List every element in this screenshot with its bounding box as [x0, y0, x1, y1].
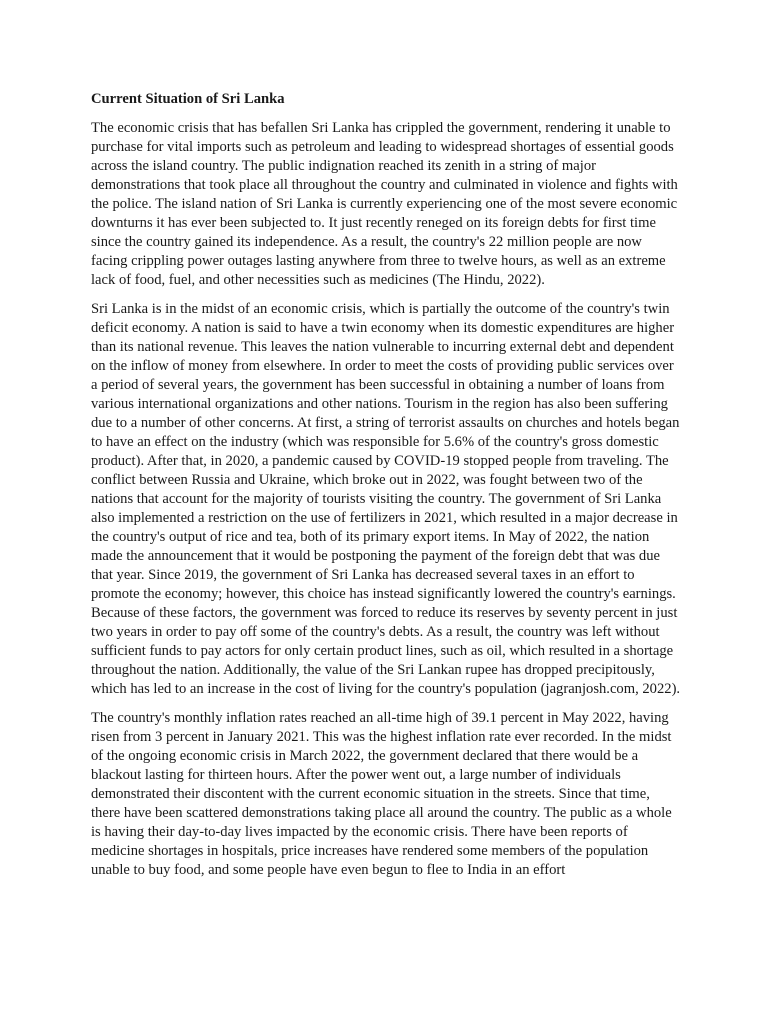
paragraph-1: The economic crisis that has befallen Sri Lanka has crippled the government, rendering it unable to purchase for vital imports such as petroleum and leading to widespread shortages of essential goods across the island country. The public indignation reached its zenith in a string of major demonstrations that took place all throughout the country and culminated in violence and fights with the police. The island nation of Sri Lanka is currently experiencing one of the most severe economic downturns it has ever been subjected to. It just recently reneged on its foreign debts for first time since the country gained its independence. As a result, the country's 22 million people are now facing crippling power outages lasting anywhere from three to twelve hours, as well as an extreme lack of food, fuel, and other necessities such as medicines (The Hindu, 2022). — [91, 120, 678, 288]
document-page — [91, 90, 681, 890]
paragraph-3: The country's monthly inflation rates reached an all-time high of 39.1 percent in May 2022, having risen from 3 percent in January 2021. This was the highest inflation rate ever recorded. In the midst of the ongoing economic crisis in March 2022, the government declared that there would be a blackout lasting for thirteen hours. After the power went out, a large number of individuals demonstrated their discontent with the current economic situation in the streets. Since that time, there have been scattered demonstrations taking place all around the country. The public as a whole is having their day-to-day lives impacted by the economic crisis. There have been reports of medicine shortages in hospitals, price increases have rendered some members of the population unable to buy food, and some people have even begun to flee to India in an effort — [91, 710, 672, 878]
document-title: Current Situation of Sri Lanka — [91, 91, 285, 107]
paragraph-2: Sri Lanka is in the midst of an economic crisis, which is partially the outcome of the country's twin deficit economy. A nation is said to have a twin economy when its domestic expenditures are higher than its national revenue. This leaves the nation vulnerable to incurring external debt and dependent on the inflow of money from elsewhere. In order to meet the costs of providing public services over a period of several years, the government has been successful in obtaining a number of loans from various international organizations and other nations. Tourism in the region has also been suffering due to a number of other concerns. At first, a string of terrorist assaults on churches and hotels began to have an effect on the industry (which was responsible for 5.6% of the country's gross domestic product). After that, in 2020, a pandemic caused by COVID-19 stopped people from traveling. The conflict between Russia and Ukraine, which broke out in 2022, was fought between two of the nations that account for the majority of tourists visiting the country. The government of Sri Lanka also implemented a restriction on the use of fertilizers in 2021, which resulted in a major decrease in the country's output of rice and tea, both of its primary export items. In May of 2022, the nation made the announcement that it would be postponing the payment of the foreign debt that was due that year. Since 2019, the government of Sri Lanka has decreased several taxes in an effort to promote the economy; however, this choice has instead significantly lowered the country's earnings. Because of these factors, the government was forced to reduce its reserves by seventy percent in just two years in order to pay off some of the country's debts. As a result, the country was left without sufficient funds to pay actors for only certain product lines, such as oil, which resulted in a shortage throughout the nation. Additionally, the value of the Sri Lankan rupee has dropped precipitously, which has led to an increase in the cost of living for the country's population (jagranjosh.com, 2022). — [91, 301, 681, 697]
